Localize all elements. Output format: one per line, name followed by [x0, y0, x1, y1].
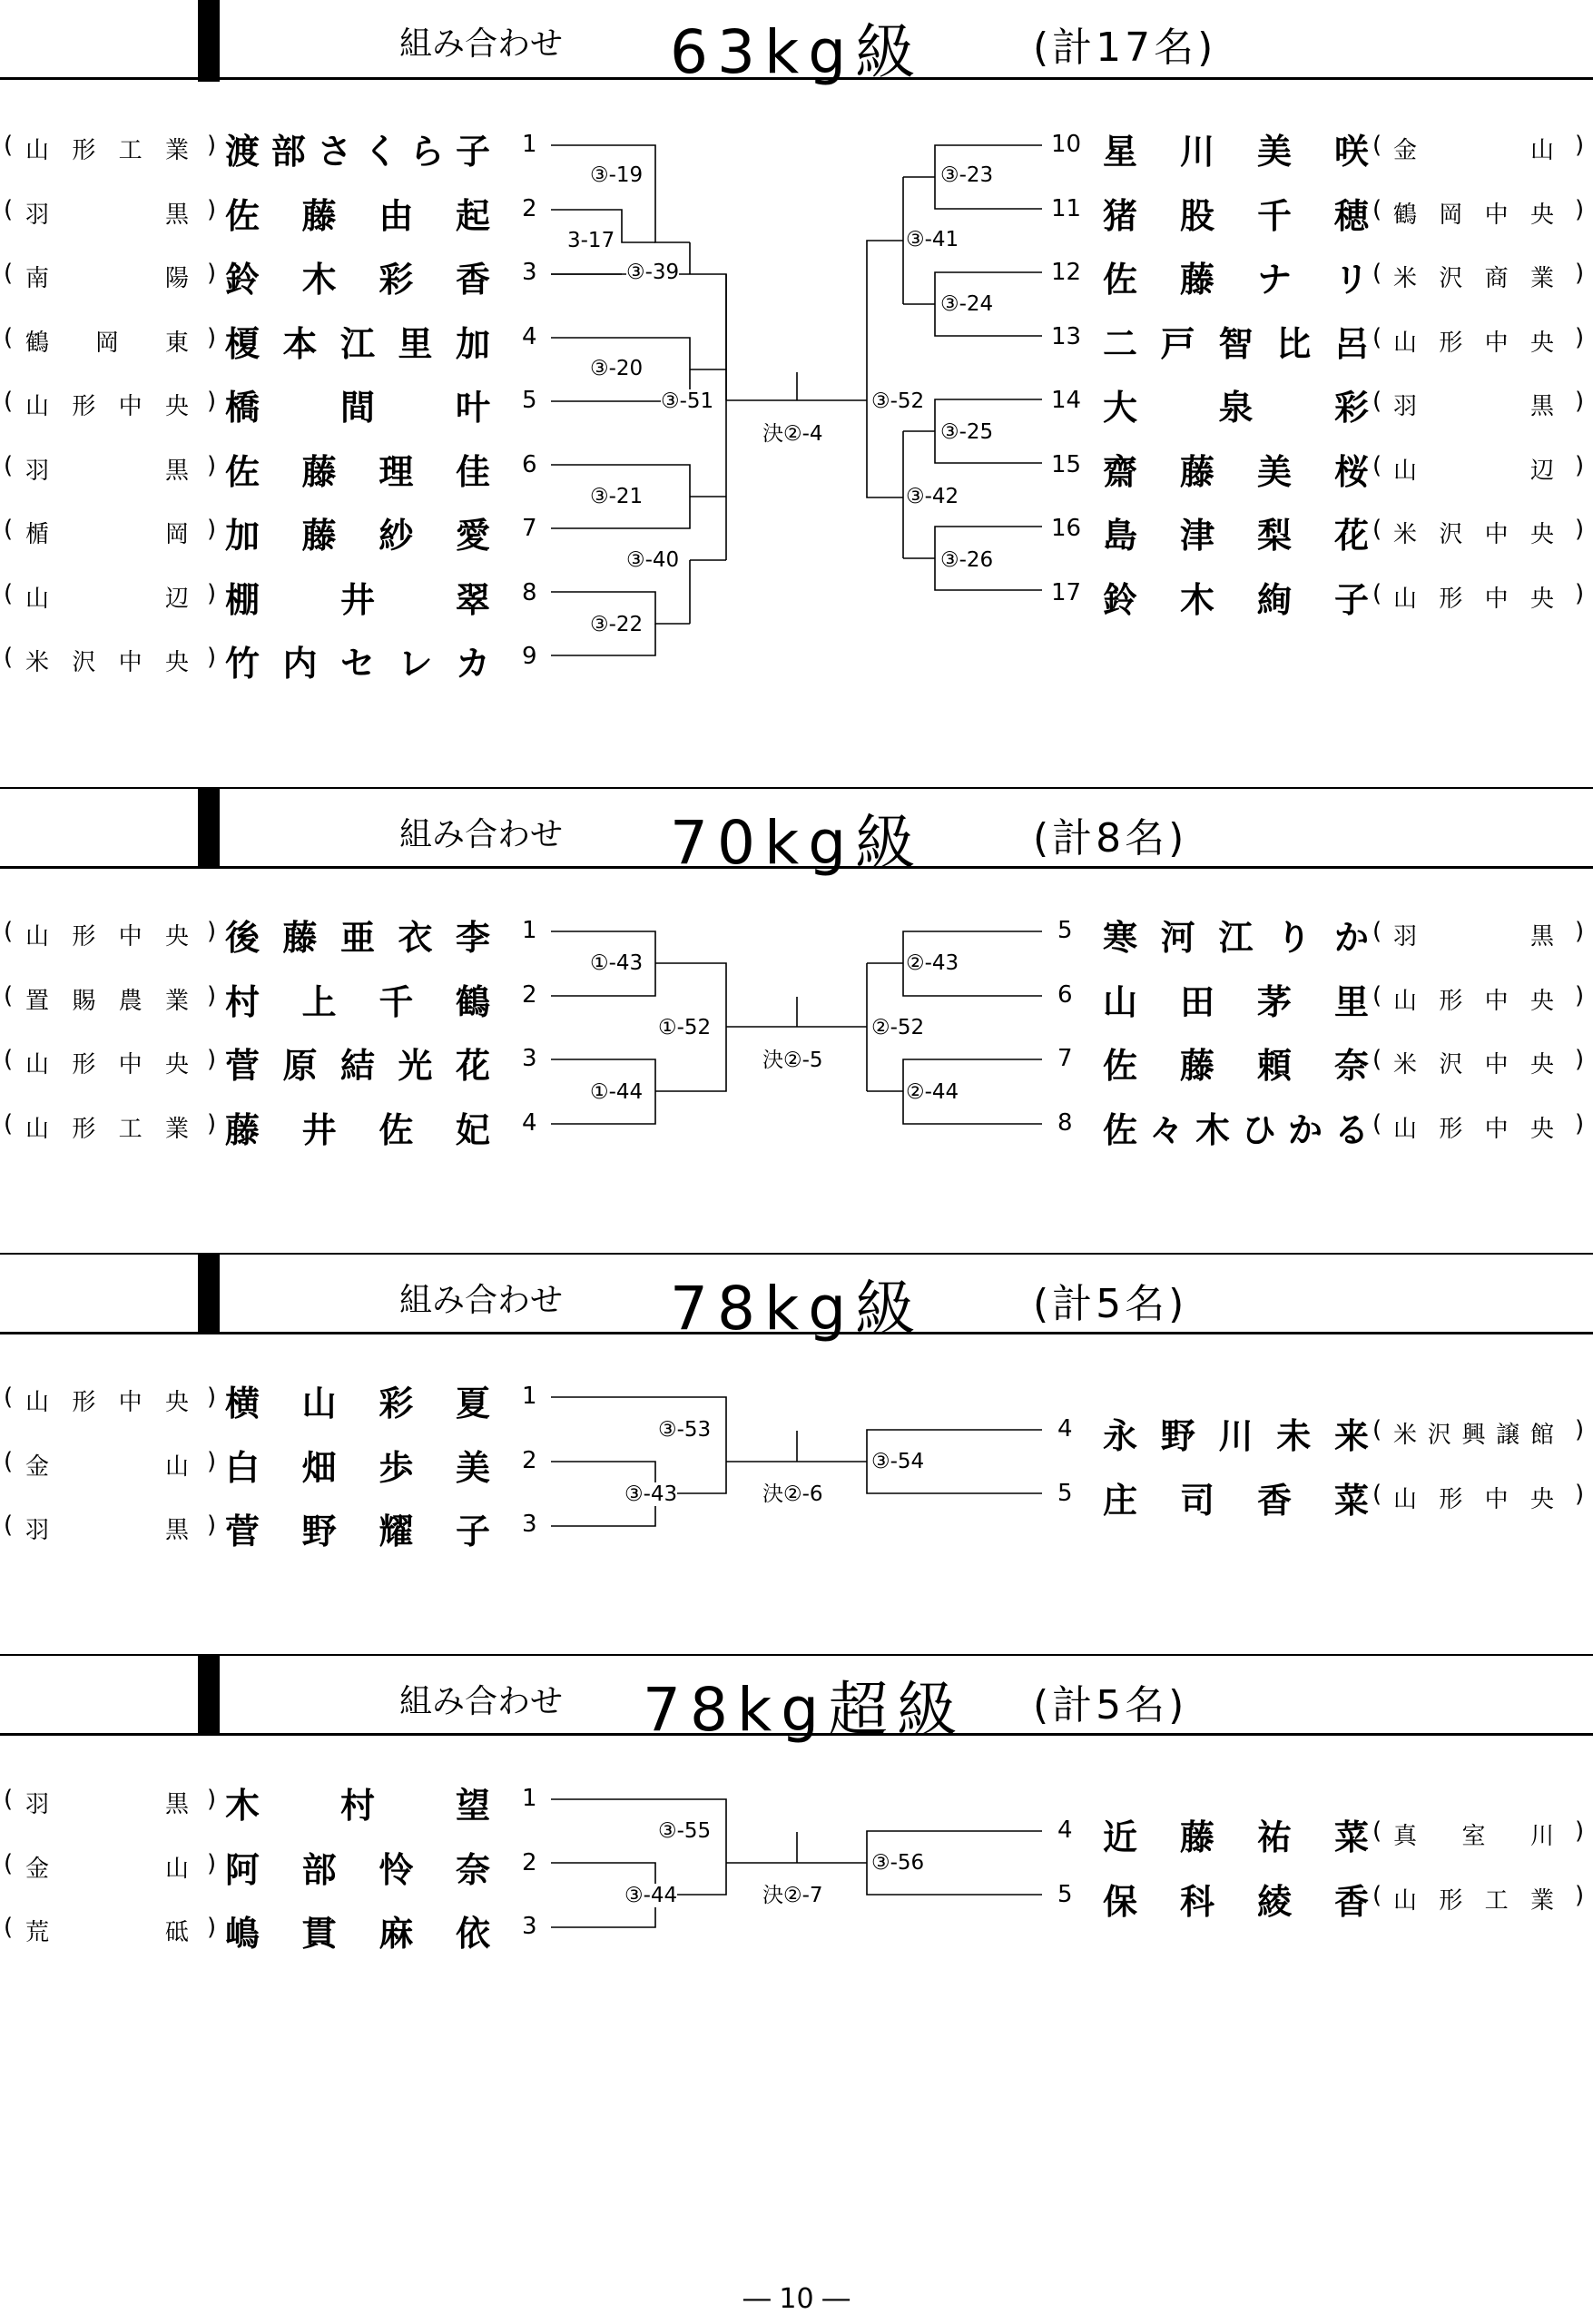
- paren: (: [4, 1512, 14, 1539]
- final-label: 決②-7: [762, 1884, 823, 1907]
- paren: (: [1372, 1881, 1382, 1909]
- player-name: 猪 股 千 穂: [1103, 195, 1370, 236]
- paren: (: [1372, 1109, 1382, 1137]
- seed-number: 13: [1051, 322, 1082, 350]
- player-name: 佐 藤 ナ リ: [1103, 260, 1370, 300]
- paren: ): [207, 1512, 217, 1539]
- weight-class-title: 70kg級: [670, 808, 925, 878]
- school-name: 山 形 中 央: [1393, 1115, 1555, 1143]
- paren: ): [207, 1109, 217, 1137]
- school-name: 鶴 岡 中 央: [1393, 201, 1555, 229]
- seed-number: 5: [1057, 917, 1073, 944]
- match-label: ③-55: [658, 1819, 712, 1843]
- seed-number: 7: [1057, 1045, 1073, 1072]
- school-name: 荒 砥: [25, 1919, 190, 1946]
- paren: ): [1575, 451, 1585, 479]
- match-label: ③-21: [590, 485, 644, 508]
- school-name: 山 形 中 央: [1393, 329, 1555, 357]
- match-label: ③-40: [626, 548, 680, 572]
- weight-class-title: 63kg級: [670, 17, 925, 87]
- paren: (: [1372, 260, 1382, 287]
- paren: (: [4, 132, 14, 159]
- school-name: 山 形 工 業: [25, 1115, 190, 1143]
- paren: ): [207, 579, 217, 607]
- player-name: 山 田 茅 里: [1103, 981, 1370, 1022]
- weight-class-title: 78kg超級: [643, 1675, 967, 1745]
- player-name: 加 藤 紗 愛: [225, 516, 491, 556]
- player-name: 白 畑 歩 美: [225, 1447, 491, 1488]
- school-name: 山 形 中 央: [25, 393, 190, 420]
- school-name: 羽 黒: [25, 457, 190, 485]
- participant-count: (計8名): [1033, 815, 1188, 862]
- weight-class-title: 78kg級: [670, 1274, 925, 1344]
- seed-number: 5: [1057, 1479, 1073, 1507]
- player-name: 榎 本 江 里 加: [225, 323, 491, 364]
- paren: (: [4, 388, 14, 415]
- paren: (: [4, 918, 14, 945]
- player-name: 佐 々 木 ひ か る: [1103, 1109, 1370, 1150]
- school-name: 山 形 中 央: [1393, 1485, 1555, 1513]
- seed-number: 10: [1051, 131, 1082, 158]
- paren: ): [207, 1849, 217, 1877]
- paren: (: [4, 1786, 14, 1813]
- player-name: 村 上 千 鶴: [225, 981, 491, 1022]
- paren: ): [207, 1447, 217, 1475]
- paren: ): [207, 451, 217, 479]
- paren: (: [1372, 981, 1382, 1009]
- school-name: 山 形 中 央: [1393, 585, 1555, 613]
- seed-number: 17: [1051, 578, 1082, 606]
- school-name: 山 形 中 央: [25, 923, 190, 950]
- match-label: ③-52: [871, 389, 925, 413]
- seed-number: 2: [522, 1446, 537, 1474]
- school-name: 羽 黒: [1393, 393, 1555, 420]
- seed-number: 6: [1057, 980, 1073, 1009]
- paren: (: [4, 1914, 14, 1941]
- player-name: 後 藤 亜 衣 李: [225, 918, 491, 958]
- seed-number: 4: [1057, 1817, 1073, 1844]
- paren: ): [1575, 981, 1585, 1009]
- paren: (: [4, 323, 14, 351]
- seed-number: 5: [522, 387, 537, 414]
- paren: (: [1372, 451, 1382, 479]
- player-name: 島 津 梨 花: [1103, 516, 1370, 556]
- paren: (: [4, 516, 14, 543]
- match-label: ②-52: [871, 1016, 925, 1039]
- school-name: 山 形 中 央: [1393, 987, 1555, 1015]
- seed-number: 1: [522, 917, 537, 944]
- seed-number: 2: [522, 1848, 537, 1876]
- school-name: 山 形 中 央: [25, 1389, 190, 1416]
- paren: ): [207, 1914, 217, 1941]
- school-name: 米 沢 中 央: [25, 649, 190, 676]
- paren: ): [1575, 1881, 1585, 1909]
- seed-number: 1: [522, 1785, 537, 1812]
- match-label: ③-51: [661, 389, 714, 413]
- player-name: 保 科 綾 香: [1103, 1881, 1370, 1922]
- paren: (: [4, 1046, 14, 1073]
- match-label: ③-25: [940, 420, 994, 444]
- paren: (: [4, 1109, 14, 1137]
- player-name: 齋 藤 美 桜: [1103, 451, 1370, 492]
- paren: (: [1372, 516, 1382, 543]
- paren: ): [207, 260, 217, 287]
- seed-number: 9: [522, 643, 537, 670]
- seed-number: 7: [522, 515, 537, 542]
- school-name: 米 沢 中 央: [1393, 521, 1555, 548]
- match-label: ①-43: [590, 951, 644, 975]
- match-label: ③-56: [871, 1851, 925, 1875]
- seed-number: 8: [522, 578, 537, 606]
- player-name: 渡 部 さ く ら 子: [225, 132, 491, 172]
- match-label: ③-41: [906, 228, 959, 251]
- player-name: 橋 間 叶: [225, 388, 491, 428]
- header-label: 組み合わせ: [399, 816, 564, 853]
- seed-number: 1: [522, 1383, 537, 1410]
- match-label: ③-22: [590, 613, 644, 636]
- school-name: 山 形 工 業: [1393, 1886, 1555, 1915]
- player-name: 菅 原 結 光 花: [225, 1046, 491, 1086]
- match-label: 3-17: [567, 229, 615, 252]
- match-label: ③-42: [906, 485, 959, 508]
- player-name: 大 泉 彩: [1103, 388, 1370, 428]
- final-label: 決②-5: [762, 1049, 823, 1072]
- paren: (: [4, 260, 14, 287]
- paren: (: [4, 1384, 14, 1411]
- player-name: 二 戸 智 比 呂: [1103, 323, 1370, 364]
- paren: ): [207, 195, 217, 223]
- seed-number: 8: [1057, 1108, 1073, 1137]
- match-label: ②-43: [906, 951, 959, 975]
- paren: ): [207, 1046, 217, 1073]
- player-name: 棚 井 翠: [225, 579, 491, 620]
- seed-number: 14: [1051, 387, 1082, 414]
- player-name: 木 村 望: [225, 1786, 491, 1826]
- school-name: 金 山: [1393, 137, 1555, 164]
- paren: ): [1575, 323, 1585, 351]
- seed-number: 2: [522, 980, 537, 1009]
- player-name: 佐 藤 由 起: [225, 195, 491, 236]
- player-name: 佐 藤 理 佳: [225, 451, 491, 492]
- page-number: ― 10 ―: [742, 2283, 851, 2315]
- seed-number: 16: [1051, 515, 1082, 542]
- paren: ): [207, 644, 217, 671]
- seed-number: 4: [1057, 1415, 1073, 1443]
- seed-number: 3: [522, 1045, 537, 1072]
- player-name: 竹 内 セ レ カ: [225, 644, 491, 684]
- school-name: 米 沢 中 央: [1393, 1051, 1555, 1078]
- match-label: ③-24: [940, 292, 994, 316]
- seed-number: 15: [1051, 450, 1082, 478]
- paren: ): [207, 388, 217, 415]
- paren: (: [1372, 1817, 1382, 1845]
- match-label: ③-20: [590, 357, 644, 380]
- paren: ): [207, 1384, 217, 1411]
- paren: (: [4, 1849, 14, 1877]
- paren: ): [1575, 516, 1585, 543]
- paren: ): [1575, 388, 1585, 415]
- paren: ): [207, 323, 217, 351]
- paren: ): [1575, 1046, 1585, 1073]
- player-name: 佐 藤 頼 奈: [1103, 1046, 1370, 1086]
- paren: (: [4, 579, 14, 607]
- player-name: 阿 部 怜 奈: [225, 1849, 491, 1890]
- match-label: ③-26: [940, 548, 994, 572]
- player-name: 近 藤 祐 菜: [1103, 1817, 1370, 1857]
- paren: (: [1372, 579, 1382, 607]
- seed-number: 1: [522, 131, 537, 158]
- seed-number: 11: [1051, 194, 1082, 222]
- match-label: ①-44: [590, 1080, 644, 1104]
- participant-count: (計5名): [1033, 1281, 1188, 1327]
- school-name: 米 沢 商 業: [1393, 265, 1555, 292]
- paren: ): [1575, 260, 1585, 287]
- paren: (: [1372, 1046, 1382, 1073]
- player-name: 嶋 貫 麻 依: [225, 1914, 491, 1954]
- paren: ): [1575, 579, 1585, 607]
- seed-number: 2: [522, 194, 537, 222]
- paren: ): [1575, 918, 1585, 945]
- paren: ): [1575, 1416, 1585, 1443]
- header-label: 組み合わせ: [399, 1282, 564, 1319]
- seed-number: 3: [522, 259, 537, 286]
- paren: (: [1372, 918, 1382, 945]
- header-label: 組み合わせ: [399, 25, 564, 63]
- seed-number: 3: [522, 1511, 537, 1538]
- paren: (: [4, 195, 14, 223]
- school-name: 羽 黒: [25, 1791, 190, 1818]
- participant-count: (計17名): [1033, 25, 1217, 71]
- school-name: 羽 黒: [25, 201, 190, 229]
- paren: ): [207, 1786, 217, 1813]
- player-name: 横 山 彩 夏: [225, 1384, 491, 1423]
- player-name: 鈴 木 彩 香: [225, 260, 491, 300]
- match-label: ③-53: [658, 1418, 712, 1442]
- paren: (: [1372, 195, 1382, 223]
- paren: (: [4, 451, 14, 479]
- paren: ): [207, 132, 217, 159]
- header-label: 組み合わせ: [399, 1683, 564, 1720]
- paren: ): [207, 918, 217, 945]
- paren: ): [1575, 132, 1585, 159]
- participant-count: (計5名): [1033, 1682, 1188, 1728]
- school-name: 真 室 川: [1393, 1823, 1555, 1850]
- paren: (: [4, 644, 14, 671]
- final-label: 決②-6: [762, 1482, 823, 1506]
- paren: (: [4, 1447, 14, 1475]
- paren: (: [1372, 323, 1382, 351]
- school-name: 山 形 工 業: [25, 137, 190, 164]
- paren: ): [207, 516, 217, 543]
- player-name: 寒 河 江 り か: [1103, 918, 1370, 958]
- school-name: 楯 岡: [25, 521, 190, 548]
- school-name: 金 山: [25, 1452, 190, 1481]
- school-name: 置 賜 農 業: [25, 987, 190, 1015]
- match-label: ③-43: [624, 1482, 678, 1506]
- match-label: ②-44: [906, 1080, 959, 1104]
- school-name: 山 辺: [25, 585, 190, 613]
- seed-number: 4: [522, 1108, 537, 1137]
- school-name: 羽 黒: [1393, 923, 1555, 950]
- seed-number: 12: [1051, 259, 1082, 286]
- player-name: 菅 野 耀 子: [225, 1512, 491, 1551]
- paren: ): [1575, 1480, 1585, 1508]
- player-name: 永 野 川 未 来: [1103, 1416, 1370, 1456]
- school-name: 山 辺: [1393, 457, 1555, 485]
- school-name: 南 陽: [25, 265, 190, 292]
- school-name: 金 山: [25, 1855, 190, 1883]
- paren: (: [1372, 132, 1382, 159]
- paren: ): [1575, 1109, 1585, 1137]
- paren: (: [4, 981, 14, 1009]
- paren: (: [1372, 1416, 1382, 1443]
- player-name: 鈴 木 絢 子: [1103, 579, 1370, 620]
- school-name: 米 沢 興 譲 館: [1393, 1422, 1555, 1449]
- paren: (: [1372, 1480, 1382, 1508]
- paren: ): [1575, 1817, 1585, 1845]
- seed-number: 4: [522, 322, 537, 350]
- player-name: 藤 井 佐 妃: [225, 1109, 491, 1150]
- player-name: 星 川 美 咲: [1103, 132, 1370, 172]
- school-name: 鶴 岡 東: [25, 329, 190, 357]
- match-label: ③-39: [626, 261, 680, 284]
- player-name: 庄 司 香 菜: [1103, 1480, 1370, 1521]
- seed-number: 6: [522, 450, 537, 478]
- school-name: 山 形 中 央: [25, 1051, 190, 1078]
- match-label: ③-23: [940, 163, 994, 187]
- school-name: 羽 黒: [25, 1517, 190, 1544]
- match-label: ①-52: [658, 1016, 712, 1039]
- paren: (: [1372, 388, 1382, 415]
- paren: ): [207, 981, 217, 1009]
- seed-number: 5: [1057, 1880, 1073, 1908]
- match-label: ③-54: [871, 1450, 925, 1473]
- seed-number: 3: [522, 1913, 537, 1940]
- match-label: ③-19: [590, 163, 644, 187]
- paren: ): [1575, 195, 1585, 223]
- final-label: 決②-4: [762, 422, 823, 446]
- match-label: ③-44: [624, 1884, 678, 1907]
